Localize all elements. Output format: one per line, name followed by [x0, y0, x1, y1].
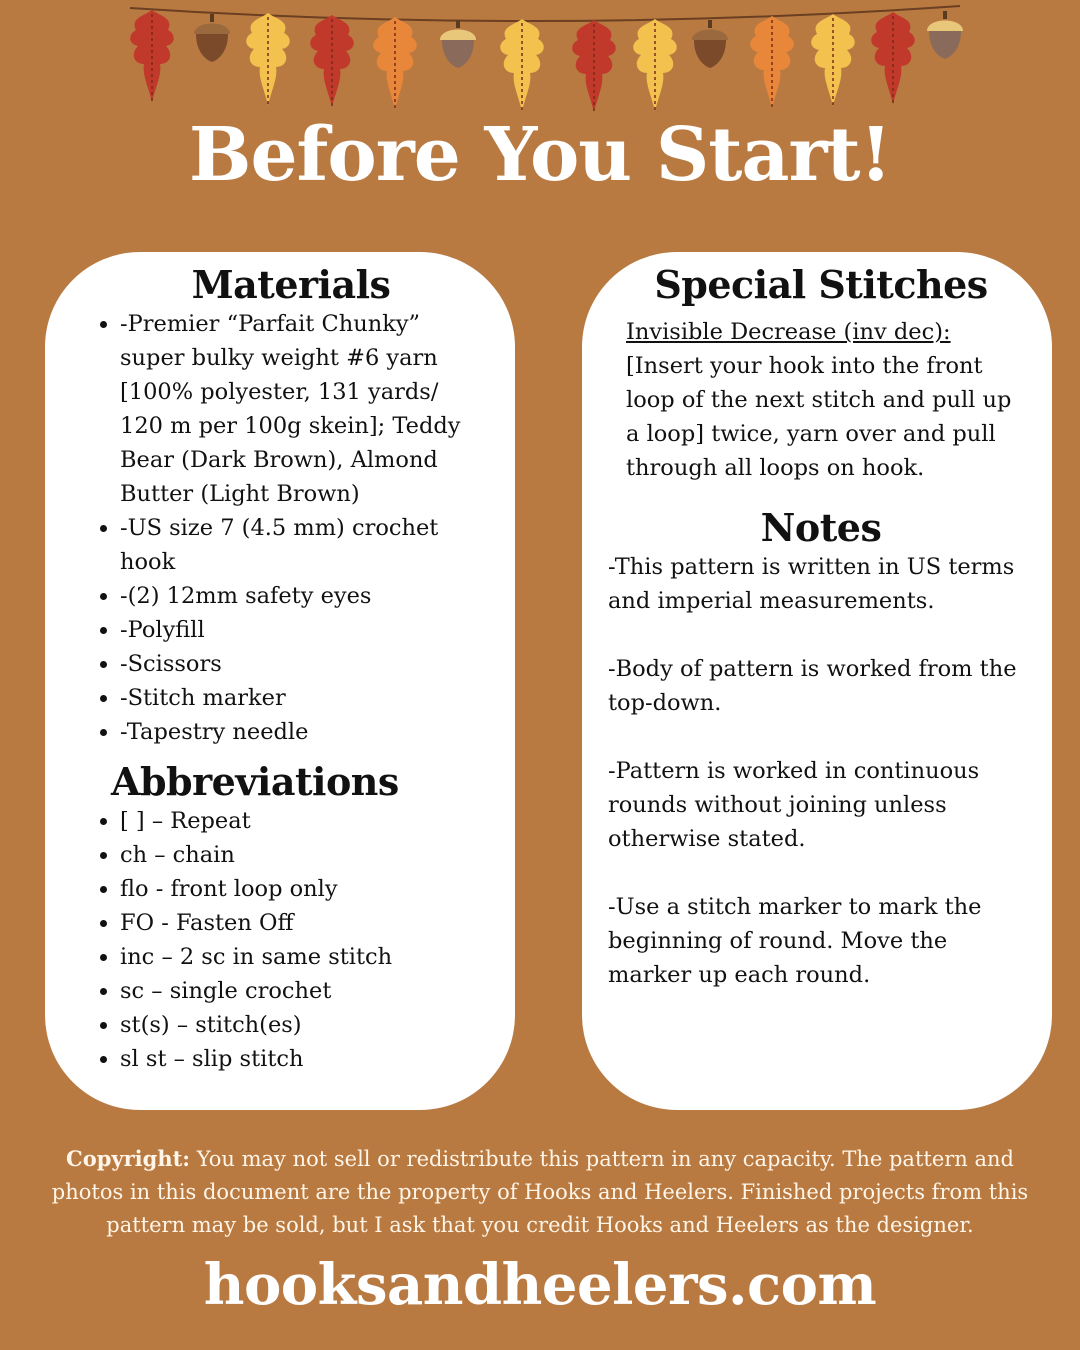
special-stitches-heading: Special Stitches [654, 262, 988, 307]
list-item: • ch – chain [120, 838, 487, 872]
list-item: • -Tapestry needle [120, 715, 487, 749]
list-item: • FO - Fasten Off [120, 906, 487, 940]
oak-leaf-icon [310, 15, 354, 107]
list-item: • -Polyfill [120, 613, 487, 647]
copyright-label: Copyright: [65, 1146, 191, 1171]
abbreviations-list [95, 804, 487, 1076]
oak-leaf-icon [871, 12, 915, 104]
oak-leaf-icon [246, 13, 290, 105]
stitch-description: [Insert your hook into the front loop of the next stitch and pull up a loop] twice, yarn over and pull through all loops on hook. [626, 353, 1012, 481]
oak-leaf-icon [750, 16, 794, 108]
list-item: • -US size 7 (4.5 mm) crochet hook [120, 511, 487, 579]
materials-card [45, 252, 515, 1110]
note-item: -Use a stitch marker to mark the beginning of round. Move the marker up each round. [608, 894, 982, 988]
acorn-icon [440, 20, 476, 68]
website-url: hooksandheelers.com [203, 1252, 877, 1318]
oak-leaf-icon [373, 17, 417, 109]
list-item: • -Premier “Parfait Chunky” super bulky weight #6 yarn [100% polyester, 131 yards/ 120 m per 100g skein]; Teddy Bear (Dark Brown), Almond Butter (Light Brown) [120, 307, 487, 511]
oak-leaf-icon [572, 20, 616, 112]
acorn-icon [692, 20, 728, 68]
materials-heading: Materials [191, 262, 391, 307]
list-item: • [ ] – Repeat [120, 804, 487, 838]
notes-heading: Notes [760, 505, 882, 550]
acorn-icon [194, 14, 230, 62]
list-item: • -Stitch marker [120, 681, 487, 715]
stitch-definition [626, 315, 1030, 485]
list-item: • sl st – slip stitch [120, 1042, 487, 1076]
note-item: -Body of pattern is worked from the top-down. [608, 656, 1017, 716]
oak-leaf-icon [130, 10, 174, 102]
stitch-name: Invisible Decrease (inv dec): [626, 319, 951, 345]
list-item: • st(s) – stitch(es) [120, 1008, 487, 1042]
copyright-notice [40, 1142, 1040, 1242]
note-item: -This pattern is written in US terms and imperial measurements. [608, 554, 1015, 614]
materials-list [95, 307, 487, 749]
page-title: Before You Start! [188, 112, 892, 198]
acorn-icon [927, 11, 963, 59]
oak-leaf-icon [811, 14, 855, 106]
oak-leaf-icon [500, 19, 544, 111]
abbreviations-heading: Abbreviations [111, 759, 399, 804]
list-item: • -Scissors [120, 647, 487, 681]
fall-garland [0, 0, 1080, 115]
stitches-notes-card [582, 252, 1052, 1110]
oak-leaf-icon [633, 19, 677, 111]
list-item: • sc – single crochet [120, 974, 487, 1008]
list-item: • inc – 2 sc in same stitch [120, 940, 487, 974]
note-item: -Pattern is worked in continuous rounds without joining unless otherwise stated. [608, 758, 980, 852]
copyright-text: You may not sell or redistribute this pattern in any capacity. The pattern and photos in this document are the property of Hooks and Heelers. Finished projects from this pattern may be sold, but I ask that you credit Hooks and Heelers as the designer. [51, 1147, 1029, 1237]
list-item: • -(2) 12mm safety eyes [120, 579, 487, 613]
list-item: • flo - front loop only [120, 872, 487, 906]
